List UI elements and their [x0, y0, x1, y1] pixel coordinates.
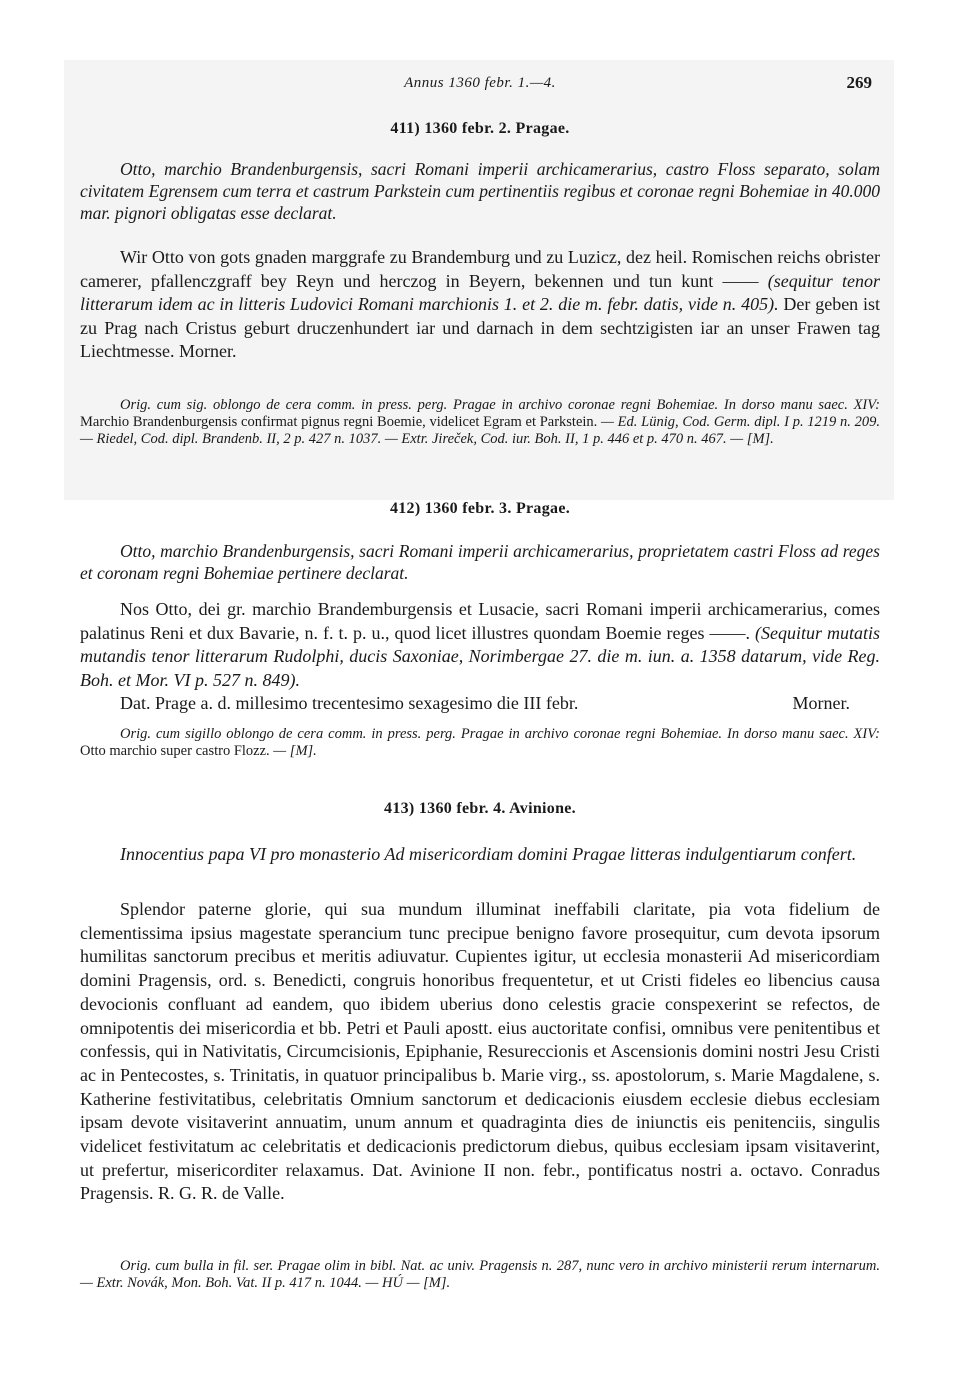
- entry-regest-412: [80, 540, 880, 584]
- regest-text: Innocentius papa VI pro monasterio Ad misericordiam domini Pragae litteras indulgentiarum confert.: [120, 844, 857, 864]
- entry-note-412: [80, 726, 880, 760]
- entry-heading-413: 413) 1360 febr. 4. Avinione.: [384, 800, 576, 817]
- entry-heading-411: 411) 1360 febr. 2. Pragae.: [390, 120, 570, 137]
- running-title: Annus 1360 febr. 1.—4.: [404, 75, 556, 91]
- note-part: — Ed. Lünig, Cod. Germ. dipl. I p. 1219 n. 209. — Riedel, Cod. dipl. Brandenb. II, 2 p. 427 n. 1037. — Extr. Jireček, Cod. iur. Boh. II, 1 p. 446 et p. 470 n. 467. — [M].: [80, 414, 881, 447]
- dating-line: [80, 692, 880, 716]
- entry-text-411: [80, 246, 880, 364]
- regest-text: Otto, marchio Brandenburgensis, sacri Romani imperii archicamerarius, castro Floss separato, solam civitatem Egrensem cum terra et castrum Parkstein cum pertinentiis regibus et coronae regni Bohemiae in 40.000 mar. pignori obligatas esse declarat.: [80, 159, 880, 223]
- note-part: Orig. cum sig. oblongo de cera comm. in press. perg. Pragae in archivo coronae regni Bohemiae. In dorso manu saec. XIV:: [120, 397, 880, 413]
- entry-heading-412: 412) 1360 febr. 3. Pragae.: [389, 500, 571, 517]
- text-part: Der geben ist zu Prag nach Cristus geburt druczenhundert iar und darnach in dem sechtzigisten iar an unser Frawen tag Liechtmesse. Morner.: [80, 294, 881, 361]
- entry-regest-411: [80, 158, 880, 224]
- archival-note: [80, 397, 880, 448]
- page-number: 269: [846, 73, 872, 92]
- entry-text-412: [80, 598, 880, 716]
- entry-note-413: [80, 1258, 880, 1292]
- archival-note: Orig. cum bulla in fil. ser. Pragae olim in bibl. Nat. ac univ. Pragensis n. 287, nunc vero in archivo ministerii rerum internarum. — Extr. Novák, Mon. Boh. Vat. II p. 417 n. 1044. — HÚ — [M].: [80, 1258, 880, 1291]
- note-part: Orig. cum sigillo oblongo de cera comm. in press. perg. Pragae in archivo coronae regni Bohemiae. In dorso manu saec. XIV:: [120, 726, 880, 742]
- note-quote: Marchio Brandenburgensis confirmat pignus regni Boemie, videlicet Egram et Parkstein.: [80, 414, 598, 430]
- text-part: Wir Otto von gots gnaden marggrafe zu Brandemburg und zu Luzicz, dez heil. Romischen reichs obrister camerer, pfallenczgraff bey Reyn und herczog in Beyern, bekennen und tun kunt ——: [80, 247, 880, 291]
- text-editorial: (Sequitur mutatis mutandis tenor litterarum Rudolphi, ducis Saxoniae, Norimbergae 27. die m. iun. a. 1358 datarum, vide Reg. Boh. et Mor. VI p. 527 n. 849).: [80, 622, 881, 690]
- archival-note: [80, 726, 880, 760]
- signature: Morner.: [792, 693, 850, 713]
- regest-text: Otto, marchio Brandenburgensis, sacri Romani imperii archicamerarius, proprietatem castri Floss ad reges et coronam regni Bohemiae pertinere declarat.: [80, 541, 880, 583]
- note-quote: Otto marchio super castro Flozz.: [80, 743, 270, 759]
- document-text: [80, 246, 880, 364]
- entry-regest-413: [80, 843, 880, 866]
- document-text: Splendor paterne glorie, qui sua mundum illuminat ineffabili claritate, pia vota fidelium de clementissima ipsius magestate sperancium tunc precipue benigno favore prosequitur, cum devota ipsorum humilitas sanctorum precibus et meritis adiuvatur. Cupientes igitur, ut ecclesia monasterii Ad misericordiam domini Pragensis, ord. s. Benedicti, congruis honoribus frequentetur, et ut Cristi fideles eo libencius causa devocionis confluant ad eandem, quo ibidem uberius dono celestis gracie conspexerint se refectos, de omnipotentis dei misericordia et bb. Petri et Pauli apostt. eius auctoritate confisi, omnibus vere penitentibus et confessis, qui in Nativitatis, Circumcisionis, Epiphanie, Resureccionis et Ascensionis domini nostri Jesu Cristi ac in Pentecostes, s. Trinitatis, in quatuor principalibus b. Marie virg., ss. apostolorum, s. Marie Magdalene, s. Katherine festivitatibus, celebritatis Omnium sanctorum et dedicacionis eiusdem ecclesie diebus ecclesiam ipsam devote visitaverint annuatim, unum annum et quadraginta dies de iniunctis eis penitenciis, singulis videlicet festivitatum ac celebritatis et dedicacionis predictorum diebus, quibus ecclesiam ipsam visitaverint, ut prefertur, misericorditer relaxamus. Dat. Avinione II non. febr., pontificatus nostri a. octavo. Conradus Pragensis. R. G. R. de Valle.: [80, 899, 880, 1204]
- dating-text: Dat. Prage a. d. millesimo trecentesimo sexagesimo die III febr.: [120, 693, 579, 713]
- text-part: Nos Otto, dei gr. marchio Brandemburgensis et Lusacie, sacri Romani imperii archicamerarius, comes palatinus Reni et dux Bavarie, n. f. t. p. u., quod licet illustres quondam Boemie reges ——.: [80, 599, 880, 643]
- entry-text-413: [80, 898, 880, 1206]
- note-part: — [M].: [269, 743, 317, 759]
- document-text: [80, 598, 880, 692]
- running-header: [80, 75, 880, 101]
- text-editorial: (sequitur tenor litterarum idem ac in litteris Ludovici Romani marchionis 1. et 2. die m. febr. datis, vide n. 405).: [80, 270, 880, 314]
- entry-note-411: [80, 397, 880, 448]
